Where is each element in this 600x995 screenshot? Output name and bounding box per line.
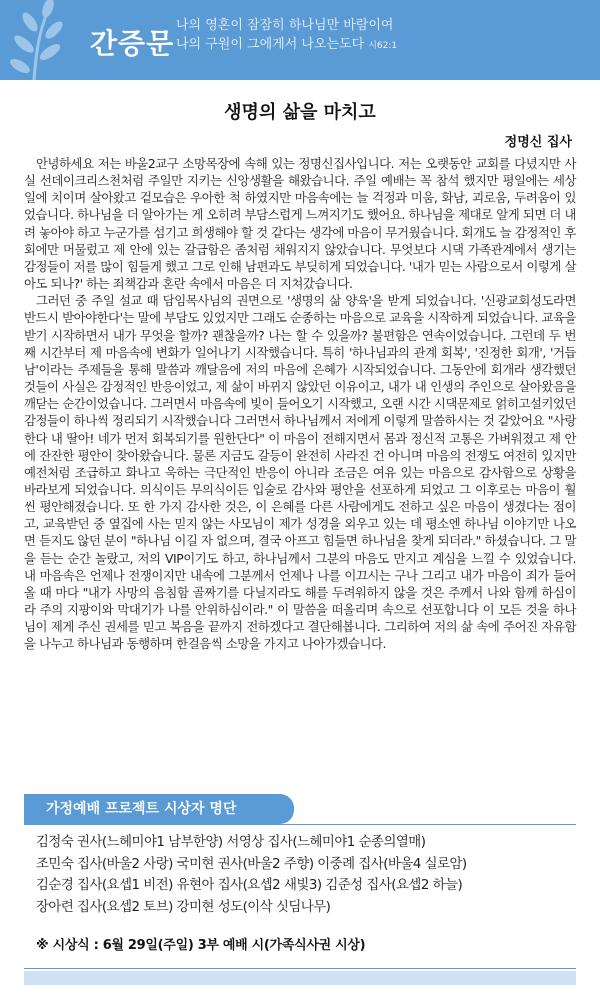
section-tab: 가정예배 프로젝트 시상자 명단 xyxy=(24,794,294,824)
awardee-line-2: 조민숙 집사(바울2 사랑) 국미현 권사(바울2 주향) 이중례 집사(바울4 실로암) xyxy=(36,856,467,872)
header-verse-ref: 시62:1 xyxy=(368,41,398,51)
article-paragraph-2: 그러던 중 주일 설교 때 담임목사님의 권면으로 '생명의 삶 양육'을 받게 되었습니다. '신광교회성도라면 반드시 받아야한다'는 말에 부담도 있었지만 그래도 순종하는 마음으로 교육을 시작하게 되었습니다. 교육을 받기 시작하면서 내가 무엇을 할까? 괜찮을까? 나는 할 수 있을까? 불편함은 연속이었습니다. 그런데 두 번째 시간부터 제 마음속에 변화가 일어나기 시작했습니다. 특히 '하나님과의 관계 회복', '진정한 회개', '거듭남'이라는 주제들을 통해 말씀과 깨달음에 저의 마음에 은혜가 시작되었습니다. 그동안에 회개라 생각했던 것들이 사실은 감정적인 반응이었고, 제 삶이 바뀌지 않았던 이유이고, 내가 내 인생의 주인으로 살아왔음을 깨닫는 순간이었습니다. 그러면서 마음속에 빛이 들어오기 시작했고, 오랜 시간 시댁문제로 얽히고설키었던 감정들이 하나씩 정리되기 시작했습니다 그러면서 하나님께서 저에게 이렇게 말씀하시는 것 같았어요 "사랑한다 내 딸아! 네가 먼저 회복되기를 원한단다" 이 마음이 전해지면서 몸과 정신적 고통은 가벼워졌고 제 안에 잔잔한 평안이 찾아왔습니다. 물론 지금도 갈등이 완전히 사라진 건 아니며 마음의 전쟁도 여전히 있지만 예전처럼 조급하고 화나고 욱하는 극단적인 반응이 아니라 조금은 여유 있는 마음으로 감사함으로 상황을 바라보게 되었습니다. 의식이든 무의식이든 입술로 감사와 평안을 선포하게 되었고 그 이후로는 마음이 훨씬 평안해졌습니다. 또 한 가지 감사한 것은, 이 은혜를 다른 사람에게도 전하고 싶은 마음이 생겼다는 점이고, 교육받던 중 옆집에 사는 믿지 않는 사모님이 제가 성경을 외우고 있는 데 평소엔 하나님 이야기만 나오면 듣지도 않던 분이 "하나님 이길 자 없으며, 결국 아프고 힘들면 하나님을 찾게 되더라." 하셨습니다. 그 말을 듣는 순간 놀랐고, 저의 VIP이기도 하고, 하나님께서 그분의 마음도 만지고 계심을 느낄 수 있었습니다. 내 마음속은 언제나 전쟁이지만 내속에 그분께서 언제나 나를 이끄시는 구나 그리고 내가 마음이 죄가 들어올 때 마다 "내가 사망의 음침함 골짜기를 다닐지라도 해를 두려워하지 않을 것은 주께서 나와 함께 하심이라 주의 지팡이와 막대기가 나를 안위하심이라." 이 말씀을 떠올리며 속으로 선포합니다 이 모든 것을 하나님이 제게 주신 권세를 믿고 복음을 끝까지 전하겠다고 결단해봅니다. 그리하여 저의 삶 속에 주어진 자유함을 나누고 하나님과 동행하며 한걸음씩 소망을 가지고 나아가겠습니다. xyxy=(24,293,576,652)
article-author: 정명신 집사 xyxy=(504,135,572,150)
article-paragraph-1: 안녕하세요 저는 바울2교구 소망목장에 속해 있는 정명신집사입니다. 저는 오랫동안 교회를 다녔지만 사실 선데이크리스천처럼 주일만 지키는 신앙생활을 해왔습니다. 주일 예배는 꼭 참석 했지만 평일에는 세상일에 치이며 살아왔고 겉모습은 우아한 척 하였지만 마음속에는 늘 걱정과 미움, 화남, 괴로움, 두려움이 있었습니다. 하나님을 더 알아가는 게 오히려 부담스럽게 느껴지기도 했어요. 하나님을 제대로 알게 되면 더 내려 놓아야 하고 누군가를 섬기고 희생해야 할 것 같다는 생각에 마음이 무거웠습니다. 회개도 늘 감정적인 후회에만 머물렀고 제 안에 있는 갈급함은 좀처럼 채워지지 않았습니다. 무엇보다 시댁 가족관계에서 생기는 감정들이 저를 많이 힘들게 했고 그로 인해 남편과도 부딪히게 되었습니다. '내가 믿는 사람으로서 이렇게 살아도 되나?' 하는 죄책감과 혼란 속에서 마음은 더 지쳐갔습니다. xyxy=(24,156,576,292)
header-banner xyxy=(0,0,600,80)
header-verse xyxy=(176,16,397,56)
awardee-line-1: 김정숙 권사(느헤미야1 남부한양) 서영상 집사(느헤미야1 순종의열매) xyxy=(36,835,426,850)
header-verse-line2 xyxy=(176,35,397,56)
header-verse-line2-text: 나의 구원이 그에게서 나오는도다 xyxy=(176,37,365,52)
awardee-list xyxy=(36,832,576,918)
article-title: 생명의 삶을 마치고 xyxy=(224,102,376,123)
header-title: 간증문 xyxy=(90,27,175,60)
ceremony-note: ※ 시상식 : 6월 29일(주일) 3부 예배 시(가족식사권 시상) xyxy=(36,938,366,953)
article-body xyxy=(24,155,576,653)
header-verse-line1: 나의 영혼이 잠잠히 하나님만 바람이여 xyxy=(176,18,394,33)
bottom-bar xyxy=(24,971,576,985)
leaf-branch-icon xyxy=(4,0,76,80)
awardee-line-3: 김순경 집사(요셉1 비전) 유현아 집사(요셉2 새빛3) 김준성 집사(요셉2 하늘) xyxy=(36,878,463,893)
awardee-line-4: 장아련 집사(요셉2 토브) 강미현 성도(이삭 싯딤나무) xyxy=(36,899,331,915)
